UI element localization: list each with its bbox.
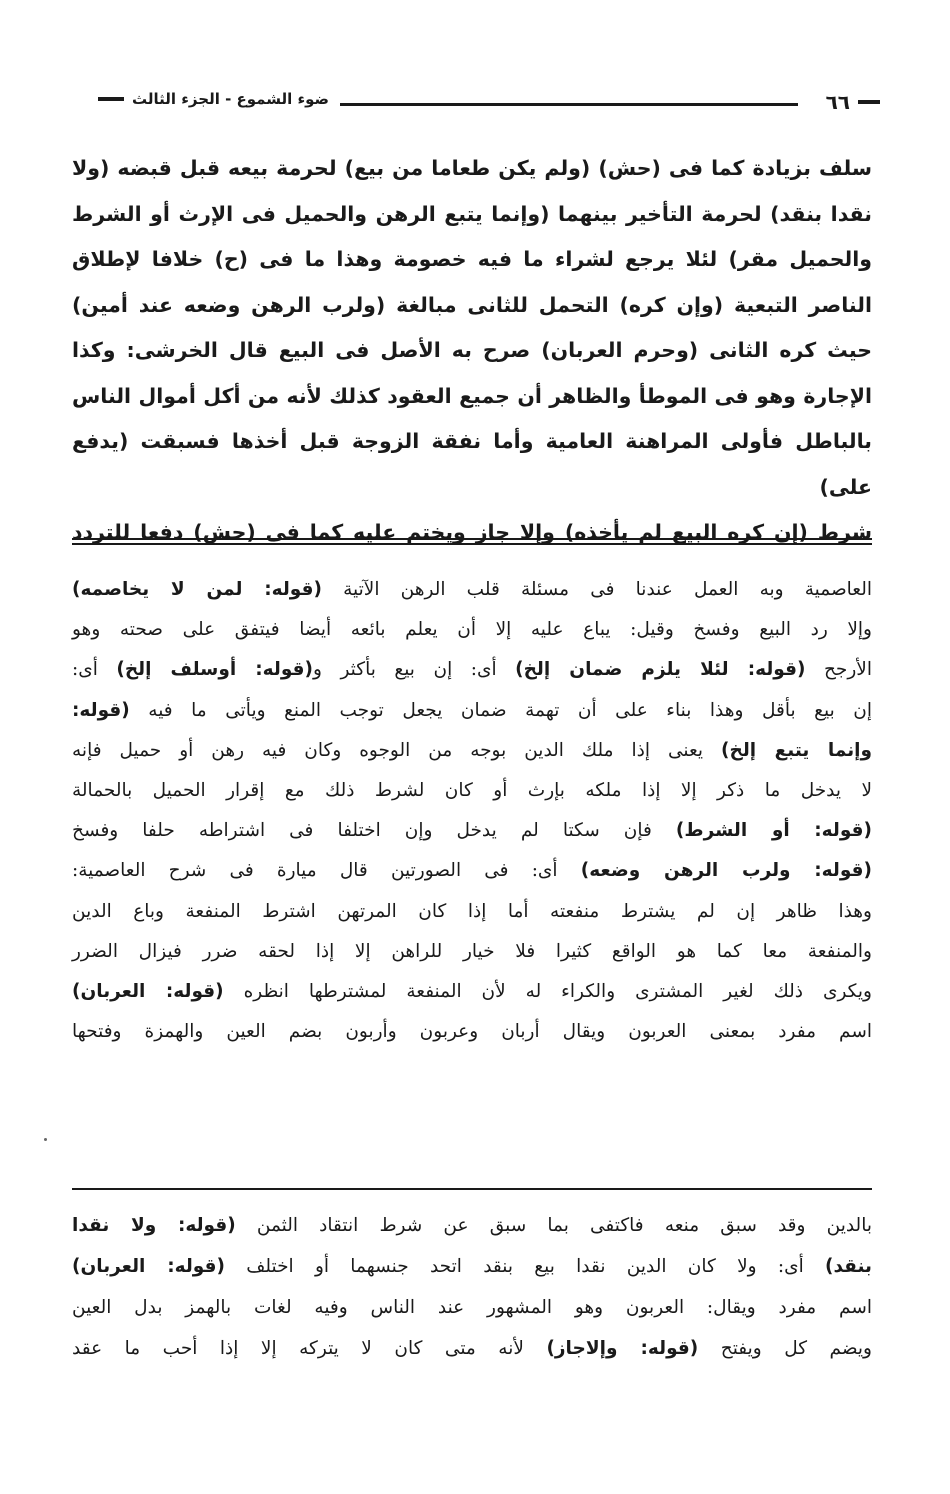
commentary-keyword: (قوله: أوسلف إلخ) [116,659,313,681]
commentary-keyword: (قوله: لمن لا يخاصمه) [72,579,322,600]
running-title: ضوء الشموع - الجزء الثالث [132,90,330,108]
commentary-text: العاصمية وبه العمل عندنا فى مسئلة قلب الرهن الآتية [321,579,872,600]
commentary-text: ويكرى ذلك لغير المشترى والكراء له لأن المنفعة لمشترطها انظره [223,981,872,1003]
running-title-dash [98,97,124,101]
secondary-commentary-line [72,1287,872,1328]
commentary-keyword: وإنما يتبع إلخ) [721,739,873,761]
commentary-text: فإن سكتا لم يدخل وإن اختلفا فى اشتراطه حلفا وفسخ [72,820,676,842]
commentary-text: أى: ولا كان الدين نقدا بيع بنقد اتحد جنسهما أو اختلف [224,1256,826,1277]
margin-dot [44,1138,47,1141]
secondary-commentary-line [72,1328,872,1369]
commentary-line [72,892,872,932]
commentary-line [72,610,872,650]
commentary-section [72,570,872,1052]
commentary-line [72,771,872,811]
commentary-text: اسم مفرد ويقال: العربون وهو المشهور عند الناس وفيه لغات بالهمز بدل العين [72,1297,872,1318]
commentary-text: وهذا ظاهر إن لم يشترط منفعته أما إذا كان المرتهن اشترط المنفعة وباع الدين [72,900,872,922]
main-text-line: شرط (إن كره البيع لم يأخذه) وإلا جاز ويختم عليه كما فى (حش) دفعا للتردد [72,520,872,544]
commentary-keyword: (قوله: ولرب الرهن وضعه) [580,860,872,882]
commentary-line [72,851,872,891]
running-title-group [98,90,329,108]
page-header [68,88,880,124]
commentary-keyword: (قوله: العربان) [72,1256,225,1277]
commentary-keyword: (قوله: [72,699,130,721]
secondary-commentary-section [72,1205,872,1369]
commentary-text: اسم مفرد بمعنى العربون ويقال أربان وعربون وأربون بضم العين والهمزة وفتحها [72,1021,872,1043]
commentary-text: أى: [72,659,117,681]
secondary-commentary-line [72,1246,872,1287]
main-text-line: حيث كره الثانى (وحرم العربان) صرح به الأصل فى البيع قال الخرشى: وكذا [72,338,872,362]
commentary-text: بالدين وقد سبق منعه فاكتفى بما سبق عن شرط انتقاد الثمن [235,1215,872,1236]
commentary-keyword: (قوله: ولا نقدا [72,1215,236,1236]
main-text-line: الناصر التبعية (وإن كره) التحمل للثانى مبالغة (ولرب الرهن وضعه عند أمين) [72,292,872,317]
commentary-line [72,811,872,851]
commentary-text: يعنى إذا ملك الدين بوجه من الوجوه وكان فيه رهن أو حميل فإنه [72,739,722,761]
commentary-text: ويضم كل ويفتح [698,1338,872,1359]
main-text-line: نقدا بنقد) لحرمة التأخير بينهما (وإنما يتبع الرهن والحميل فى الإرث أو الشرط [72,201,872,226]
main-separator-rule [72,538,872,545]
main-text-line: والحميل مقر) لئلا يرجع لشراء ما فيه خصومة وهذا ما فى (ح) خلافا لإطلاق [72,247,872,271]
commentary-text: والمنفعة معا كما هو الواقع كثيرا فلا خيار للراهن إلا إذا لحقه ضرر فيزال الضرر [72,940,872,962]
commentary-text: إن بيع بأقل وهذا بناء على أن تهمة ضمان يجعل توجب المنع ويأتى ما فيه [129,699,872,721]
commentary-text: أى: فى الصورتين قال ميارة فى شرح العاصمية: [72,860,581,882]
commentary-line [72,972,872,1012]
page-number: ٦٦ [825,90,850,114]
page-number-group [826,90,880,114]
page-number-dash [858,100,880,104]
commentary-text: وإلا رد البيع وفسخ وقيل: يباع عليه إلا أن يعلم بائعه أيضا فيتفق على صحته وهو [72,619,872,641]
header-rule [340,103,798,106]
commentary-line [72,650,872,690]
commentary-text: الأرجح [805,659,872,681]
commentary-line [72,570,872,610]
commentary-keyword: (قوله: وإلاجاز) [546,1338,699,1359]
commentary-line [72,731,872,771]
commentary-text: لا يدخل ما ذكر إلا إذا ملكه بإرث أو كان لشرط ذلك مع إقرار الحميل بالحمالة [72,780,872,802]
main-text-line: الإجارة وهو فى الموطأ والظاهر أن جميع العقود كذلك لأنه من أكل أموال الناس [72,383,872,408]
secondary-commentary-line [72,1205,872,1246]
main-text [72,146,872,556]
commentary-text: لأنه متى كان لا يتركه إلا إذا أحب ما عقد [72,1338,547,1359]
commentary-line [72,932,872,972]
commentary-line [72,691,872,731]
commentary-keyword: بنقد) [825,1256,872,1277]
main-text-line: سلف بزيادة كما فى (حش) (ولم يكن طعاما من بيع) لحرمة بيعه قبل قبضه (ولا [72,156,872,180]
commentary-keyword: (قوله: لئلا يلزم ضمان إلخ) [515,659,806,681]
commentary-separator-rule [72,1188,872,1190]
commentary-text: أى: إن بيع بأكثر و [313,659,516,681]
commentary-keyword: (قوله: العربان) [72,981,224,1003]
main-text-line: بالباطل فأولى المراهنة العامية وأما نفقة الزوجة قبل أخذها فسبقت (يدفع على) [72,429,872,499]
commentary-line [72,1012,872,1052]
commentary-keyword: (قوله: أو الشرط) [675,820,872,842]
